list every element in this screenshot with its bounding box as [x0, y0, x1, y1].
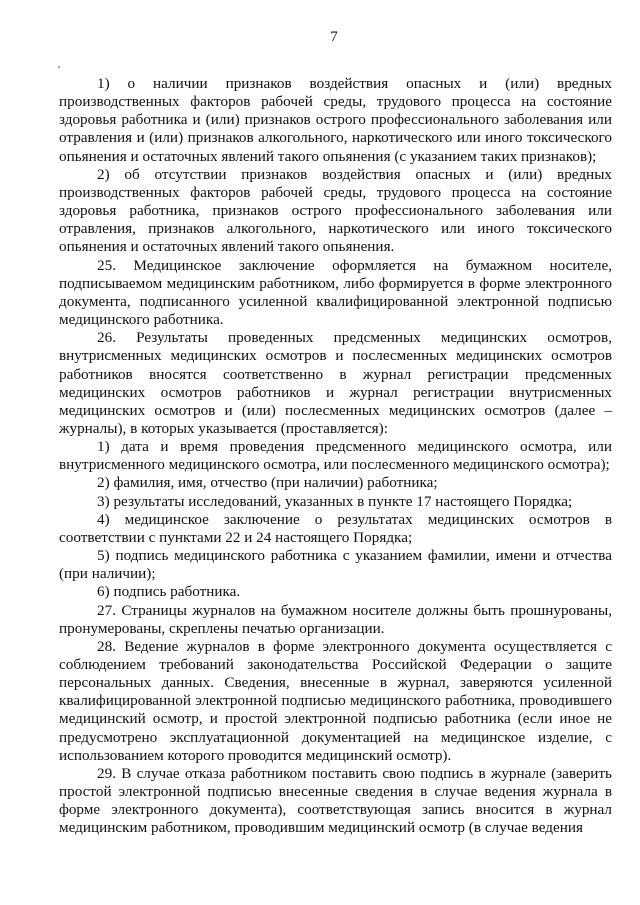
paragraph-item-2-signs-absent: 2) об отсутствии признаков воздействия опасных и (или) вредных производственных факторов рабочей среды, трудового процесса на состояние здоровья работника, признаков острого профессионального заболевания или отравления, признаков алкогольного, наркотического или иного токсического опьянения и остаточных явлений такого опьянения. — [59, 165, 612, 256]
paragraph-25-medical-conclusion: 25. Медицинское заключение оформляется на бумажном носителе, подписываемом медицинским работником, либо формируется в форме электронного документа, подписанного усиленной квалифицированной электронной подписью медицинского работника. — [59, 256, 612, 329]
paragraph-26-journal-results: 26. Результаты проведенных предсменных медицинских осмотров, внутрисменных медицинских осмотров и послесменных медицинских осмотров работников вносятся соответственно в журнал регистрации предсменных медицинских осмотров работников и журнал регистрации внутрисменных медицинских осмотров и (или) послесменных медицинских осмотров (далее – журналы), в которых указывается (проставляется): — [59, 329, 612, 437]
list-item-full-name: 2) фамилия, имя, отчество (при наличии) работника; — [97, 474, 438, 492]
paragraph-27-journal-pages: 27. Страницы журналов на бумажном носителе должны быть прошнурованы, пронумерованы, скреплены печатью организации. — [59, 601, 612, 637]
list-item-medic-signature: 5) подпись медицинского работника с указанием фамилии, имени и отчества (при наличии); — [59, 547, 612, 583]
paragraph-item-1-signs-present: 1) о наличии признаков воздействия опасных и (или) вредных производственных факторов рабочей среды, трудового процесса на состояние здоровья работника и (или) признаков острого профессионального заболевания или отравления и (или) признаков алкогольного, наркотического или иного токсического опьянения и остаточных явлений такого опьянения (с указанием таких признаков); — [59, 75, 612, 165]
paragraph-29-refusal-to-sign: 29. В случае отказа работником поставить свою подпись в журнале (заверить простой электронной подписью внесенные сведения в случае ведения журнала в форме электронного документа), соответствующая запись вносится в журнал медицинским работником, проводившим медицинский осмотр (в случае ведения — [59, 764, 612, 837]
scan-speck — [58, 66, 60, 68]
list-item-date-time: 1) дата и время проведения предсменного медицинского осмотра, или внутрисменного медицинского осмотра, или послесменного медицинского осмотра); — [59, 438, 612, 474]
document-body — [59, 75, 612, 838]
page-number: 7 — [330, 29, 338, 45]
list-item-medical-conclusion: 4) медицинское заключение о результатах медицинских осмотров в соответствии с пунктами 22 и 24 настоящего Порядка; — [59, 510, 612, 546]
list-item-worker-signature: 6) подпись работника. — [97, 583, 241, 601]
list-item-test-results: 3) результаты исследований, указанных в пункте 17 настоящего Порядка; — [97, 492, 573, 510]
paragraph-28-electronic-journal: 28. Ведение журналов в форме электронного документа осуществляется с соблюдением требований законодательства Российской Федерации о защите персональных данных. Сведения, внесенные в журнал, заверяются усиленной квалифицированной электронной подписью медицинского работника, проводившего медицинский осмотр, и простой электронной подписью работника (если иное не предусмотрено эксплуатационной документацией на медицинское изделие, с использованием которого проводится медицинский осмотр). — [59, 637, 612, 764]
